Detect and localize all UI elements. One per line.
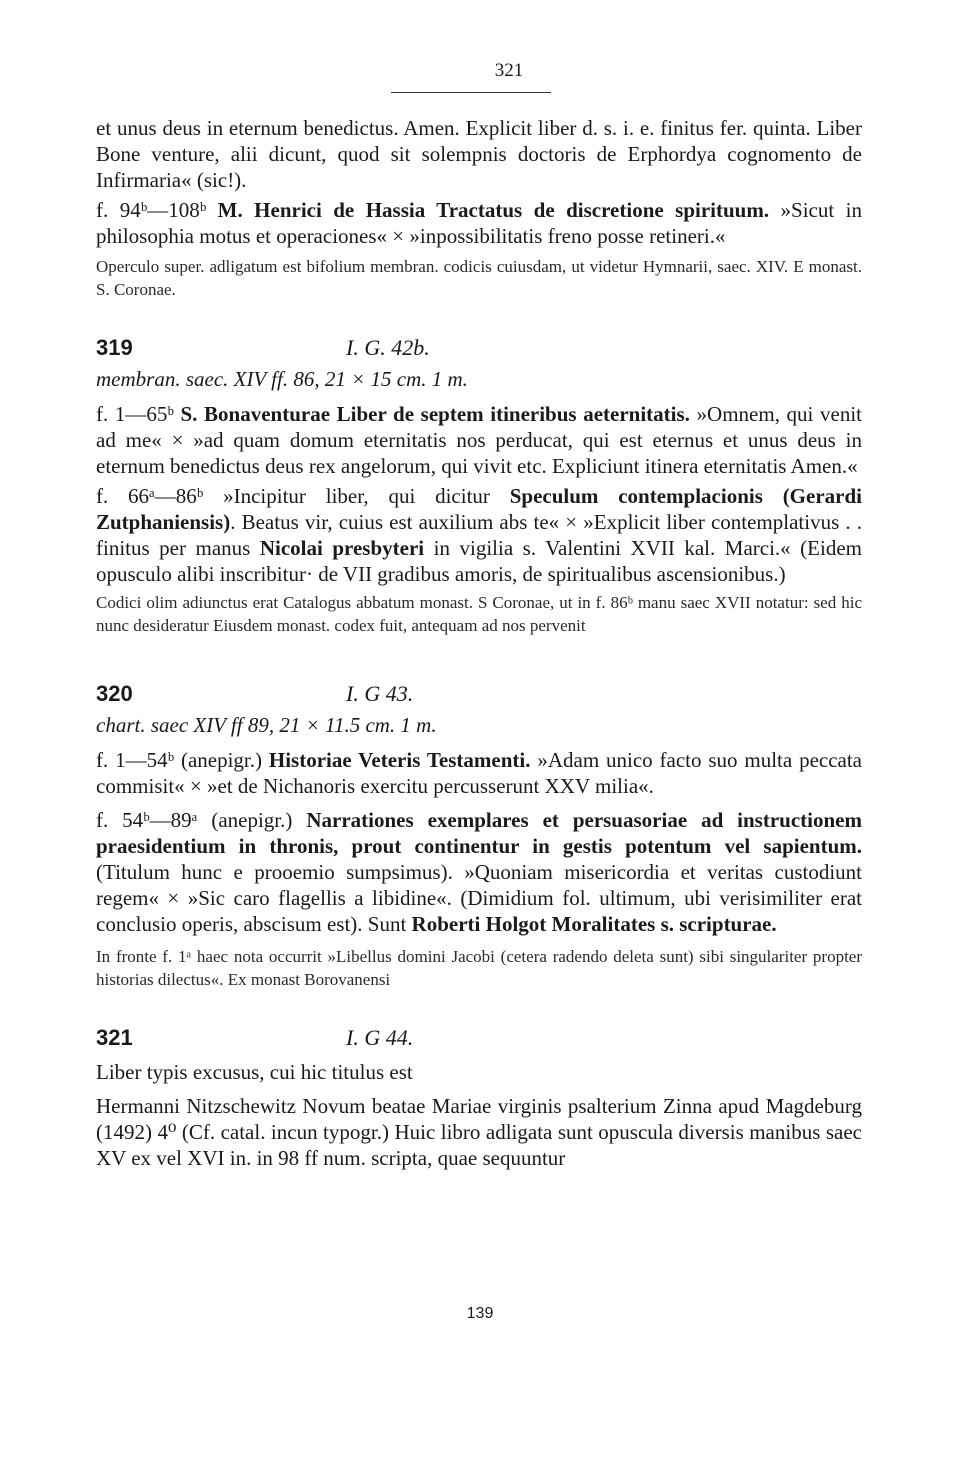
entry-number: 321 xyxy=(96,1025,133,1050)
entry-note: In fronte f. 1ᵃ haec nota occurrit »Libellus domini Jacobi (cetera radendo deleta sunt) sibi singulariter propter historias dilectus«. Ex monast Borovanensi xyxy=(96,947,862,989)
shelfmark: I. G. 42b. xyxy=(346,335,430,360)
folio-range: f. 66ᵃ—86ᵇ »Incipitur liber, qui dicitur xyxy=(96,484,510,508)
entry-header xyxy=(96,335,862,361)
entry-321 xyxy=(96,1025,862,1171)
entry-header xyxy=(96,1025,862,1051)
entry-319 xyxy=(96,335,862,637)
folio-range: f. 94ᵇ—108ᵇ xyxy=(96,198,218,222)
shelfmark: I. G 44. xyxy=(346,1025,414,1050)
entry-text: Hermanni Nitzschewitz Novum beatae Mariae virginis psalterium Zinna apud Magdeburg (1492) 4⁰ (Cf. catal. incun typogr.) Huic libro adligata sunt opuscula diversis manibus saec XV ex vel XVI in. in 98 ff num. scripta, quae sequuntur xyxy=(96,1094,862,1170)
entry-item-b xyxy=(96,807,862,937)
intro-section xyxy=(96,115,862,301)
incipit-explicit: »Omnem, qui venit ad me« × »ad quam domum eternitatis nos perducat, qui est eternus et unus deus in eternum benedictus deus rex angelorum, qui vivit etc. Expliciunt itinera eternitatis Amen.« xyxy=(96,402,862,478)
physical-description: membran. saec. XIV ff. 86, 21 × 15 cm. 1 m. xyxy=(96,367,468,391)
work-title: S. Bonaventurae Liber de septem itineribus aeternitatis. xyxy=(180,402,690,426)
page-content xyxy=(96,60,862,1171)
entry-number: 319 xyxy=(96,335,133,360)
entry-number: 320 xyxy=(96,681,133,706)
entry-header xyxy=(96,681,862,707)
work-title: Historiae Veteris Testamenti. xyxy=(268,748,531,772)
work-title: Speculum contemplacionis (Gerardi Zutphaniensis) xyxy=(96,484,862,534)
incipit-explicit: (Titulum hunc e prooemio sumpsimus). »Quoniam misericordia et veritas custodiunt regem« × »Sic caro flagellis a libidine«. (Dimidium fol. ultimum, ubi verisimiliter erat conclusio operis, abscisum est). Sunt xyxy=(96,860,862,936)
scribe-name: Nicolai presbyteri xyxy=(259,536,425,560)
work-attribution: Roberti Holgot Moralitates s. scripturae. xyxy=(411,912,777,936)
header-rule xyxy=(391,92,551,93)
work-title: M. Henrici de Hassia Tractatus de discretione spirituum. xyxy=(217,198,770,222)
intro-paragraph: et unus deus in eternum benedictus. Amen. Explicit liber d. s. i. e. finitus fer. quinta. Liber Bone venture, alii dicunt, quod sit solempnis doctoris de Erphordya cognomento de Infirmaria« (sic!). xyxy=(96,116,862,192)
entry-item-a xyxy=(96,401,862,479)
entry-item-a xyxy=(96,747,862,799)
physical-description: chart. saec XIV ff 89, 21 × 11.5 cm. 1 m. xyxy=(96,713,437,737)
intro-note: Operculo super. adligatum est bifolium membran. codicis cuiusdam, ut videtur Hymnarii, saec. XIV. E monast. S. Coronae. xyxy=(96,257,862,299)
page-number: 321 xyxy=(494,60,524,81)
colophon: in vigilia s. Valentini XVII kal. Marci.« (Eidem opusculo alibi inscribitur· de VII gradibus amoris, de spiritualibus ascensionibus.) xyxy=(96,536,862,586)
folio-range: f. 1—65ᵇ xyxy=(96,402,181,426)
entry-note: Codici olim adiunctus erat Catalogus abbatum monast. S Coronae, ut in f. 86ᵇ manu saec XVII notatur: sed hic nunc desideratur Eiusdem monast. codex fuit, antequam ad nos pervenit xyxy=(96,593,862,635)
folio-range: f. 1—54ᵇ (anepigr.) xyxy=(96,748,269,772)
entry-item-b xyxy=(96,483,862,587)
incipit-explicit: »Adam unico facto suo multa peccata commisit« × »et de Nichanoris exercitu percusserunt XXV milia«. xyxy=(96,748,863,798)
incipit-explicit: . Beatus vir, cuius est auxilium abs te« × »Explicit liber contemplativus . . finitus per manus xyxy=(96,510,862,560)
entry-line: Liber typis excusus, cui hic titulus est xyxy=(96,1060,413,1084)
folio-range: f. 54ᵇ—89ᵃ (anepigr.) xyxy=(96,808,307,832)
intro-item-treatise xyxy=(96,197,862,249)
entry-320 xyxy=(96,681,862,991)
work-title: Narrationes exemplares et persuasoriae ad instructionem praesidentium in thronis, prout continentur in gestis potentum vel sapientum. xyxy=(96,808,862,858)
shelfmark: I. G 43. xyxy=(346,681,414,706)
footer-page-number: 139 xyxy=(466,1305,494,1322)
incipit-explicit: »Sicut in philosophia motus et operaciones« × »inpossibilitatis freno posse retineri.« xyxy=(96,198,862,248)
